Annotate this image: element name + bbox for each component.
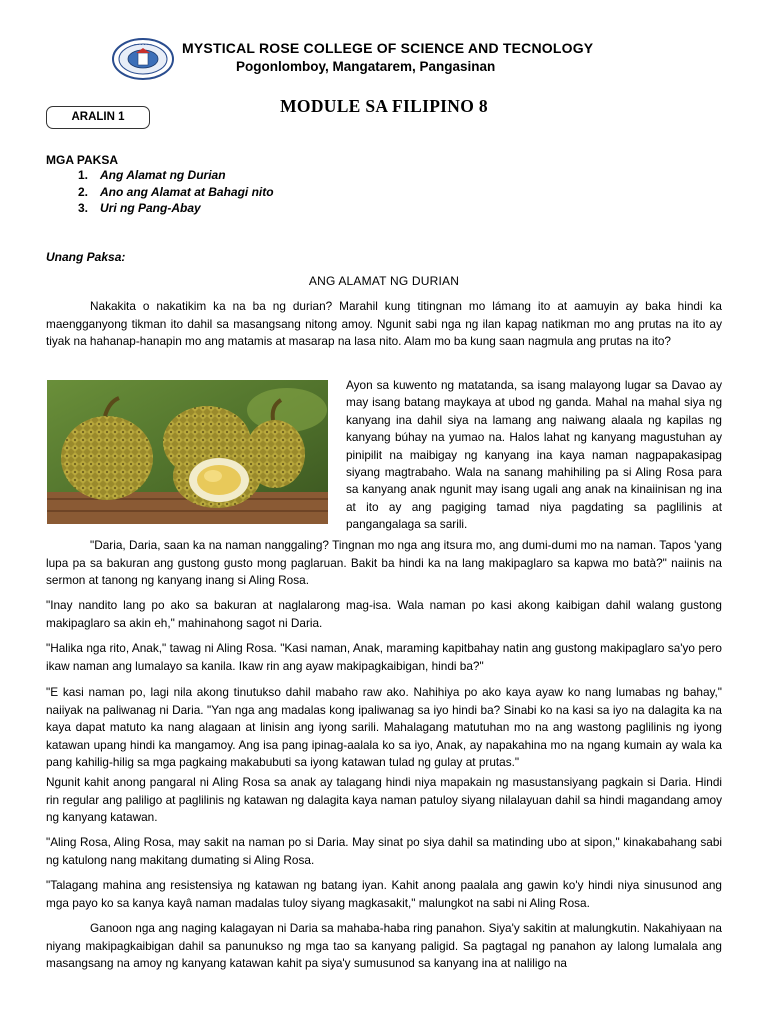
- item-text: Ang Alamat ng Durian: [100, 168, 226, 182]
- first-topic-label: Unang Paksa:: [46, 250, 126, 264]
- paragraph-dialogue-3: "Halika nga rito, Anak," tawag ni Aling Rosa. "Kasi naman, Anak, maraming kapitbahay natin ang gustong makipaglaro sa'yo pero ikaw naman ang lumalayo sa kanila. Ikaw rin ang ayaw makipagkaibigan, hindi ba?": [46, 641, 722, 673]
- item-number: 2.: [78, 184, 89, 199]
- paragraph-intro: Nakakita o nakatikim ka na ba ng durian? Marahil kung titingnan mo lámang ito at aamuyin ay baka hindi ka maengganyong tikman ito dahil sa masangsang nitong amoy. Ngunit sabi nga ng ilan kapag natikman mo ang prutas na ito ay tiyak na hahanap-hanapin mo ang matamis at masarap na lasa nito. Alam mo ba kung saan nagmula ang prutas na ito?: [46, 299, 722, 348]
- item-number: 1.: [78, 168, 89, 182]
- paragraph-dialogue-6: "Talagang mahina ang resistensiya ng katawan ng batang iyan. Kahit anong paalala ang gawin ko'y hindi niya sinusunod ang mga payo ko sa kanya kayâ naman madalas tuloy siyang magkasakit," malungkot na sabi ni Aling Rosa.: [46, 878, 722, 910]
- story-title: ANG ALAMAT NG DURIAN: [308, 274, 460, 288]
- item-number: 3.: [78, 201, 89, 215]
- paragraph-dialogue-2: "Inay nandito lang po ako sa bakuran at naglalarong mag-isa. Wala naman po kasi akong kaibigan dahil walang gustong makipaglaro sa akin eh," mahinahong sagot ni Daria.: [46, 598, 722, 630]
- paragraph-dialogue-5: "Aling Rosa, Aling Rosa, may sakit na naman po si Daria. May sinat po siya dahil sa matinding ubo at sipon," kinakabahang sabi ng katulong nang makitang dumating si Aling Rosa.: [46, 835, 722, 867]
- school-seal-icon: [112, 38, 174, 80]
- paragraph-narration-2: Ganoon nga ang naging kalagayan ni Daria sa mahaba-haba ring panahon. Siya'y sakitin at malungkutin. Nakahiyaan na niyang makipagkaibigan dahil sa panunukso ng mga tao sa kanyang paligid. Sa pagtagal ng panahon ay lalong lumalala ang masangsang na amoy ng kanyang katawan kahit pa siya'y sumusunod sa kanyang ina at naliligo na: [46, 921, 722, 970]
- list-item: [78, 185, 274, 202]
- paragraph-story-start: Ayon sa kuwento ng matatanda, sa isang malayong lugar sa Davao ay may isang batang maykaya at ubod ng ganda. Mahal na mahal siya ng kanyang ina dahil siya na lamang ang naiwang alaala ng kapilas ng kanyang búhay na yumao na. Halos lahat ng kanyang magustuhan ay pinipilit na maibigay ng kanyang ina kaya naman nagpapakasipag siyang magtrabaho. Wala na sanang mahihiling pa si Aling Rosa para sa kanyang anak ngunit may isang ugali ang anak na kinaiinisan ng ina at ito ay ang pagiging tamad niya pagdating sa paglilinis at pangangalaga sa sarili.: [346, 378, 722, 532]
- school-address: Pogonlomboy, Mangatarem, Pangasinan: [236, 59, 496, 74]
- paragraph-narration-1: Ngunit kahit anong pangaral ni Aling Rosa sa anak ay talagang hindi niya mapakain ng masustansiyang pagkain si Daria. Hindi rin regular ang paliligo at paglilinis ng katawan ng dalagita kaya naman patuloy siyang nilalayuan dahil sa hindi magandang amoy ng kanyang katawan.: [46, 775, 722, 824]
- module-title: MODULE SA FILIPINO 8: [280, 96, 488, 116]
- paragraph-dialogue-4: "E kasi naman po, lagi nila akong tinutukso dahil mabaho raw ako. Nahihiya po ako kaya ayaw ko nang lumabas ng bahay," naiiyak na paliwanag ni Daria. "Yan nga ang madalas kong ipaliwanag sa iyo hindi ba? Sinabi ko na kasi sa iyo na dalagita ka na kaya dapat matuto ka nang alagaan at linisin ang iyong sarili. Mahalagang matutuhan mo na ang wastong paglilinis ng iyong katawan upang hindi ka mangamoy. Ang isa pang ipinag-aalala ko sa iyo, Anak, ay napakahina mo na ngang kumain ay wala ka pang kahilig-hilig sa mga pagkaing makabubuti sa iyong katawan tulad ng gulay at prutas.": [46, 685, 722, 769]
- durian-fruit-photo: [47, 380, 328, 524]
- list-item: [78, 168, 274, 185]
- lesson-label: ARALIN 1: [46, 106, 150, 129]
- topics-list: [78, 168, 274, 218]
- item-text: Ano ang Alamat at Bahagi nito: [100, 184, 274, 199]
- topics-heading: MGA PAKSA: [46, 153, 118, 167]
- item-text: Uri ng Pang-Abay: [100, 201, 201, 215]
- list-item: [78, 201, 274, 218]
- document-header: [112, 38, 712, 82]
- school-name: MYSTICAL ROSE COLLEGE OF SCIENCE AND TECNOLOGY: [182, 40, 594, 56]
- svg-text:• • • • • •: • • • • • •: [134, 43, 152, 47]
- paragraph-dialogue-1: "Daria, Daria, saan ka na naman nanggaling? Tingnan mo nga ang itsura mo, ang dumi-dumi mo na naman. Tapos 'yang lupa pa sa bakuran ang gustong gusto mong paglaruan. Bakit ba hindi ka na lang makipaglaro sa kapwa mo batà?" naiinis na sermon at tanong ng kanyang inang si Aling Rosa.: [46, 538, 722, 587]
